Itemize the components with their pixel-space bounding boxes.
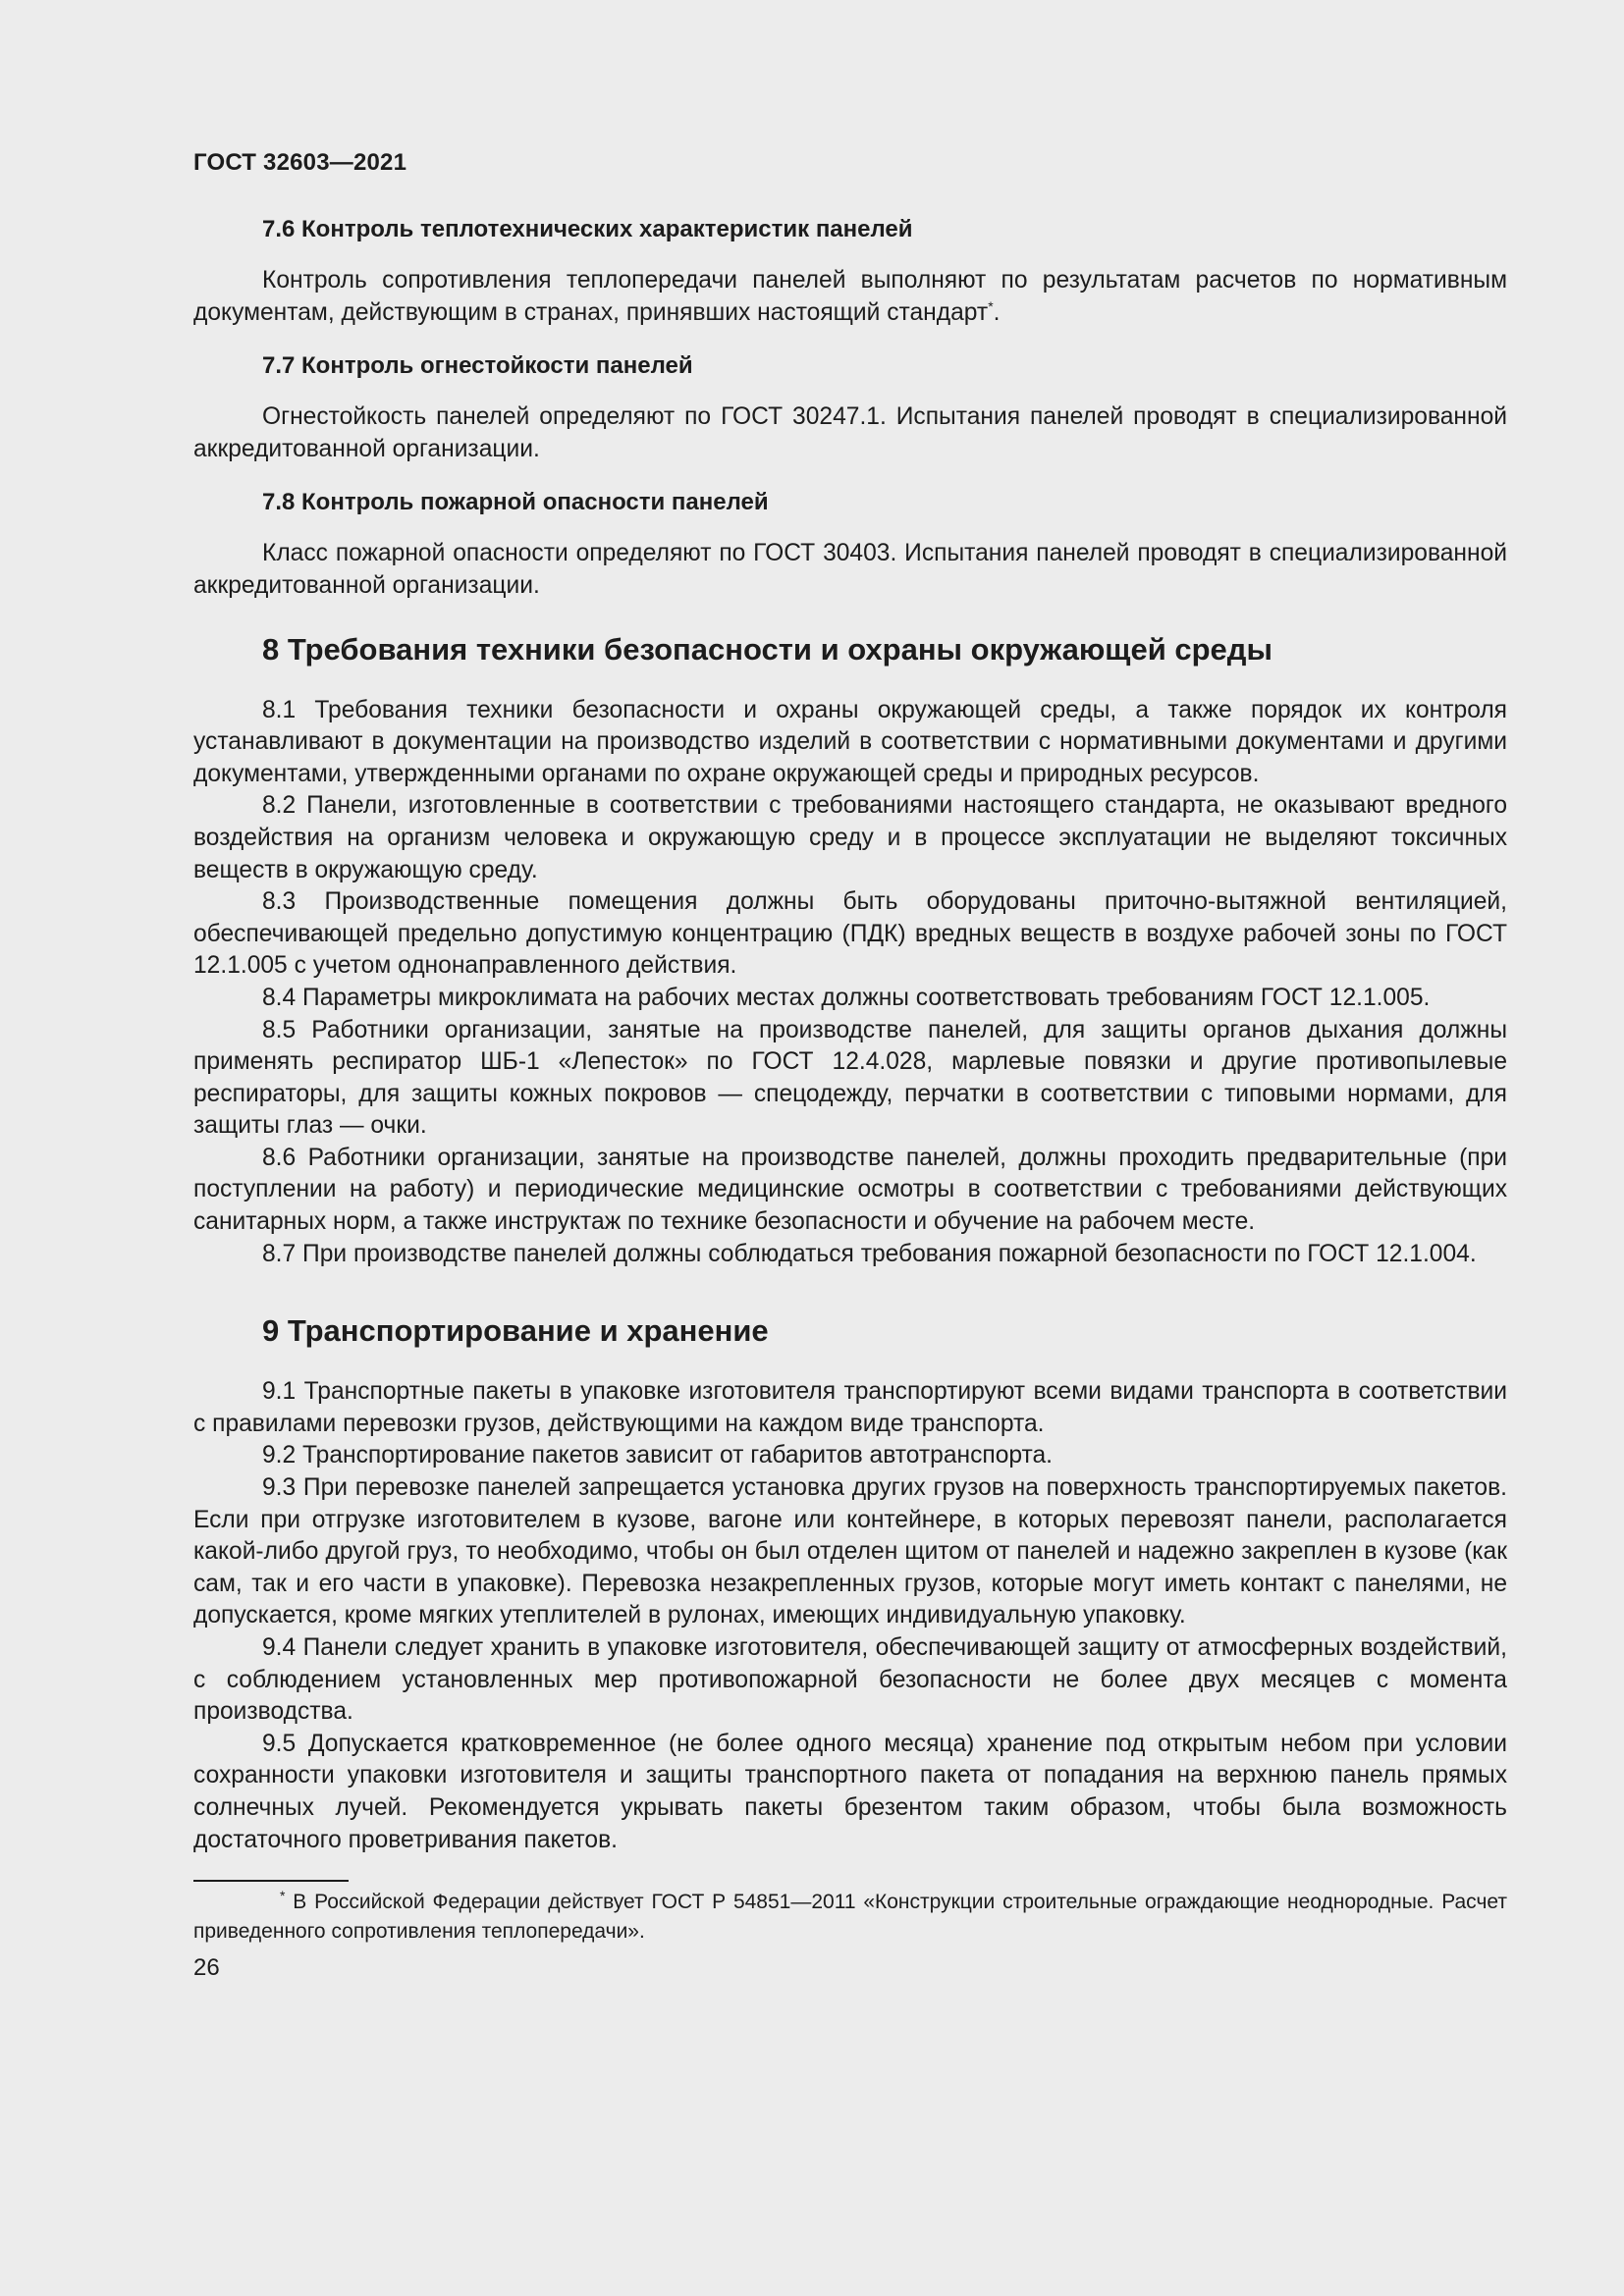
- paragraph-end: .: [993, 298, 1001, 326]
- subsection-7-7: [193, 401, 1507, 465]
- subsection-title-7-6: 7.6 Контроль теплотехнических характеристик панелей: [262, 216, 913, 242]
- paragraph-9-3: 9.3 При перевозке панелей запрещается установка других грузов на поверхность транспортируемых пакетов. Если при отгрузке изготовителем в кузове, вагоне или контейнере, в которых перевозят панели, располагается какой-либо другой груз, то необходимо, чтобы он был отделен щитом от панелей и надежно закреплен в кузове (как сам, так и его части в упаковке). Перевозка незакрепленных грузов, которые могут иметь контакт с панелями, не допускается, кроме мягких утеплителей в рулонах, имеющих индивидуальную упаковку.: [193, 1474, 1507, 1629]
- section-title-9: 9 Транспортирование и хранение: [262, 1313, 769, 1349]
- paragraph-8-4: 8.4 Параметры микроклимата на рабочих местах должны соответствовать требованиям ГОСТ 12.1.005.: [262, 984, 1431, 1011]
- paragraph-text: Контроль сопротивления теплопередачи панелей выполняют по результатам расчетов по нормативным документам, действующим в странах, принявших настоящий стандарт: [193, 267, 1507, 326]
- paragraph-8-1: 8.1 Требования техники безопасности и охраны окружающей среды, а также порядок их контроля устанавливают в документации на производство изделий в соответствии с нормативными документами и другими документами, утвержденными органами по охране окружающей среды и природных ресурсов.: [193, 696, 1507, 787]
- paragraph-7-7: Огнестойкость панелей определяют по ГОСТ 30247.1. Испытания панелей проводят в специализированной аккредитованной организации.: [193, 403, 1507, 462]
- paragraph-7-8: Класс пожарной опасности определяют по ГОСТ 30403. Испытания панелей проводят в специализированной аккредитованной организации.: [193, 540, 1507, 599]
- paragraph-8-7: 8.7 При производстве панелей должны соблюдаться требования пожарной безопасности по ГОСТ 12.1.004.: [262, 1240, 1477, 1267]
- paragraph-9-4: 9.4 Панели следует хранить в упаковке изготовителя, обеспечивающей защиту от атмосферных воздействий, с соблюдением установленных мер противопожарной безопасности не более двух месяцев с момента производства.: [193, 1634, 1507, 1726]
- paragraph-8-6: 8.6 Работники организации, занятые на производстве панелей, должны проходить предварительные (при поступлении на работу) и периодические медицинские осмотры в соответствии с требованиями действующих санитарных норм, а также инструктаж по технике безопасности и обучение на рабочем месте.: [193, 1144, 1507, 1236]
- footnote: [193, 1888, 1507, 1947]
- section-8-body: [193, 695, 1507, 1271]
- paragraph-7-6: [193, 265, 1507, 329]
- paragraph-8-3: 8.3 Производственные помещения должны быть оборудованы приточно-вытяжной вентиляцией, обеспечивающей предельно допустимую концентрацию (ПДК) вредных веществ в воздухе рабочей зоны по ГОСТ 12.1.005 с учетом однонаправленного действия.: [193, 888, 1507, 980]
- subsection-title-7-8: 7.8 Контроль пожарной опасности панелей: [262, 489, 769, 516]
- page-number: 26: [193, 1954, 220, 1982]
- paragraph-9-2: 9.2 Транспортирование пакетов зависит от габаритов автотранспорта.: [262, 1442, 1054, 1469]
- paragraph-8-2: 8.2 Панели, изготовленные в соответствии с требованиями настоящего стандарта, не оказывают вредного воздействия на организм человека и окружающую среду и в процессе эксплуатации не выделяют токсичных веществ в окружающую среду.: [193, 792, 1507, 883]
- section-title-8: 8 Требования техники безопасности и охраны окружающей среды: [262, 631, 1272, 667]
- footnote-mark: *: [280, 1888, 286, 1904]
- paragraph-9-5: 9.5 Допускается кратковременное (не более одного месяца) хранение под открытым небом при условии сохранности упаковки изготовителя и защиты транспортного пакета от попадания на верхнюю панель прямых солнечных лучей. Рекомендуется укрывать пакеты брезентом таким образом, чтобы была возможность достаточного проветривания пакетов.: [193, 1730, 1507, 1853]
- footnote-reference[interactable]: *: [988, 297, 994, 314]
- section-9-body: [193, 1376, 1507, 1856]
- paragraph-9-1: 9.1 Транспортные пакеты в упаковке изготовителя транспортируют всеми видами транспорта в соответствии с правилами перевозки грузов, действующими на каждом виде транспорта.: [193, 1378, 1507, 1437]
- subsection-7-6: [193, 265, 1507, 329]
- footnote-text: В Российской Федерации действует ГОСТ Р 54851—2011 «Конструкции строительные ограждающие неоднородные. Расчет приведенного сопротивления теплопередачи».: [193, 1891, 1507, 1944]
- document-page: [193, 147, 1507, 1984]
- footnote-divider: [193, 1880, 349, 1882]
- document-code: ГОСТ 32603—2021: [193, 149, 407, 176]
- subsection-title-7-7: 7.7 Контроль огнестойкости панелей: [262, 352, 693, 380]
- subsection-7-8: [193, 538, 1507, 602]
- paragraph-8-5: 8.5 Работники организации, занятые на производстве панелей, для защиты органов дыхания должны применять респиратор ШБ-1 «Лепесток» по ГОСТ 12.4.028, марлевые повязки и другие противопылевые респираторы, для защиты кожных покровов — спецодежду, перчатки в соответствии с типовыми нормами, для защиты глаз — очки.: [193, 1016, 1507, 1140]
